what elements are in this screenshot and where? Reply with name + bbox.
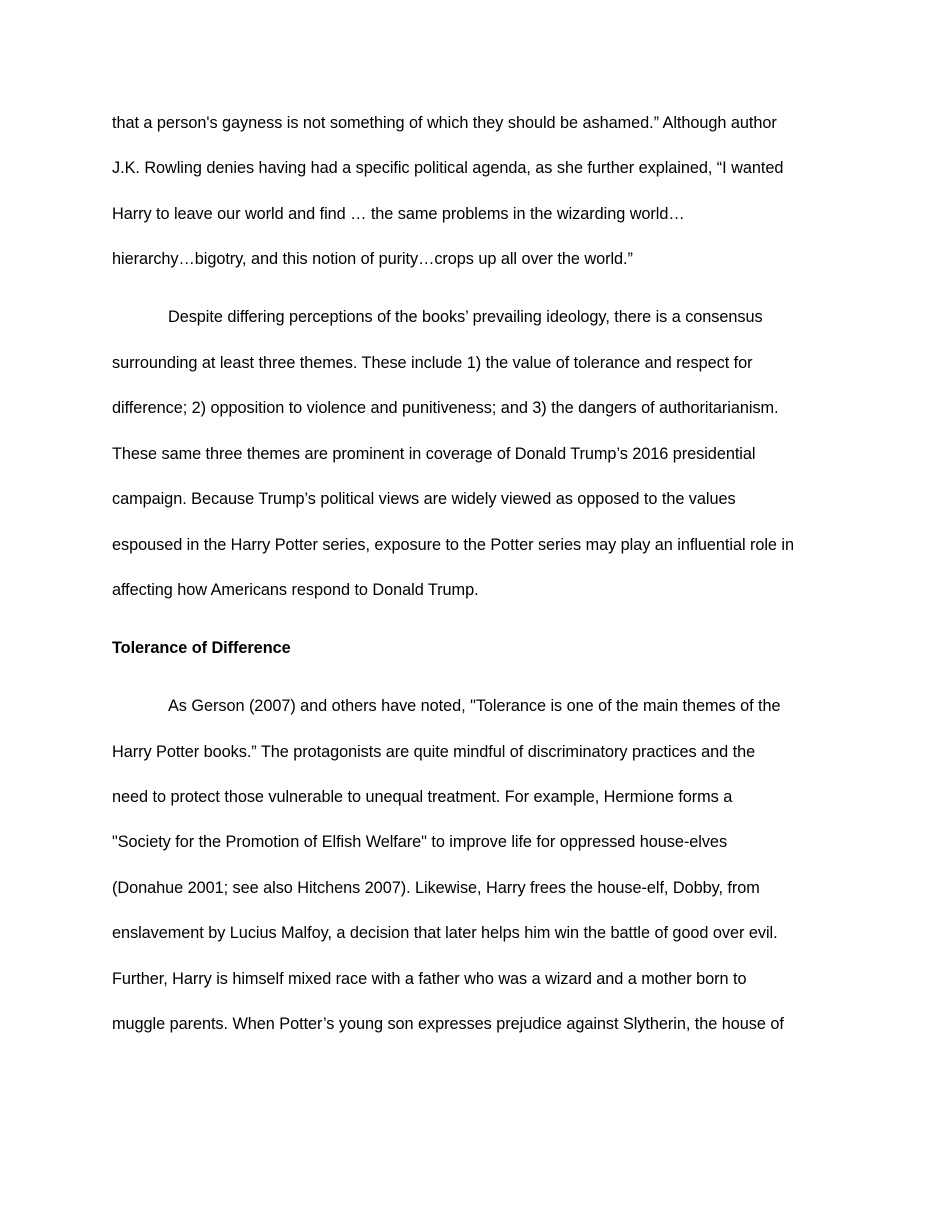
- paragraph-1-line-3: Harry to leave our world and find … the same problems in the wizarding world…: [112, 205, 685, 223]
- paragraph-2-line-2: surrounding at least three themes. These include 1) the value of tolerance and respect for: [112, 354, 753, 372]
- paragraph-2-line-7: affecting how Americans respond to Donald Trump.: [112, 581, 479, 599]
- paragraph-2-line-4: These same three themes are prominent in coverage of Donald Trump’s 2016 presidential: [112, 445, 756, 463]
- paragraph-3-line-4: "Society for the Promotion of Elfish Welfare" to improve life for oppressed house-elves: [112, 833, 728, 851]
- paragraph-3-line-8: muggle parents. When Potter’s young son expresses prejudice against Slytherin, the house of: [112, 1015, 784, 1033]
- paragraph-1-line-1: that a person's gayness is not something of which they should be ashamed.” Although author: [112, 114, 777, 132]
- paragraph-2-line-1: Despite differing perceptions of the books’ prevailing ideology, there is a consensus: [168, 308, 763, 326]
- paragraph-3-line-3: need to protect those vulnerable to unequal treatment. For example, Hermione forms a: [112, 788, 733, 806]
- paragraph-1-line-4: hierarchy…bigotry, and this notion of purity…crops up all over the world.”: [112, 250, 633, 268]
- paragraph-3-line-1: As Gerson (2007) and others have noted, "Tolerance is one of the main themes of the: [168, 697, 781, 715]
- paragraph-2-line-5: campaign. Because Trump’s political views are widely viewed as opposed to the values: [112, 490, 736, 508]
- paragraph-2-line-6: espoused in the Harry Potter series, exposure to the Potter series may play an influential role in: [112, 536, 794, 554]
- paragraph-3-line-2: Harry Potter books.” The protagonists are quite mindful of discriminatory practices and the: [112, 743, 756, 761]
- paragraph-2-line-3: difference; 2) opposition to violence and punitiveness; and 3) the dangers of authoritarianism.: [112, 399, 779, 417]
- section-heading: Tolerance of Difference: [112, 639, 291, 657]
- paragraph-3-line-7: Further, Harry is himself mixed race with a father who was a wizard and a mother born to: [112, 970, 747, 988]
- paragraph-1-line-2: J.K. Rowling denies having had a specific political agenda, as she further explained, “I wanted: [112, 159, 784, 177]
- paragraph-3-line-5: (Donahue 2001; see also Hitchens 2007). Likewise, Harry frees the house-elf, Dobby, from: [112, 879, 760, 897]
- paragraph-3-line-6: enslavement by Lucius Malfoy, a decision that later helps him win the battle of good over evil.: [112, 924, 778, 942]
